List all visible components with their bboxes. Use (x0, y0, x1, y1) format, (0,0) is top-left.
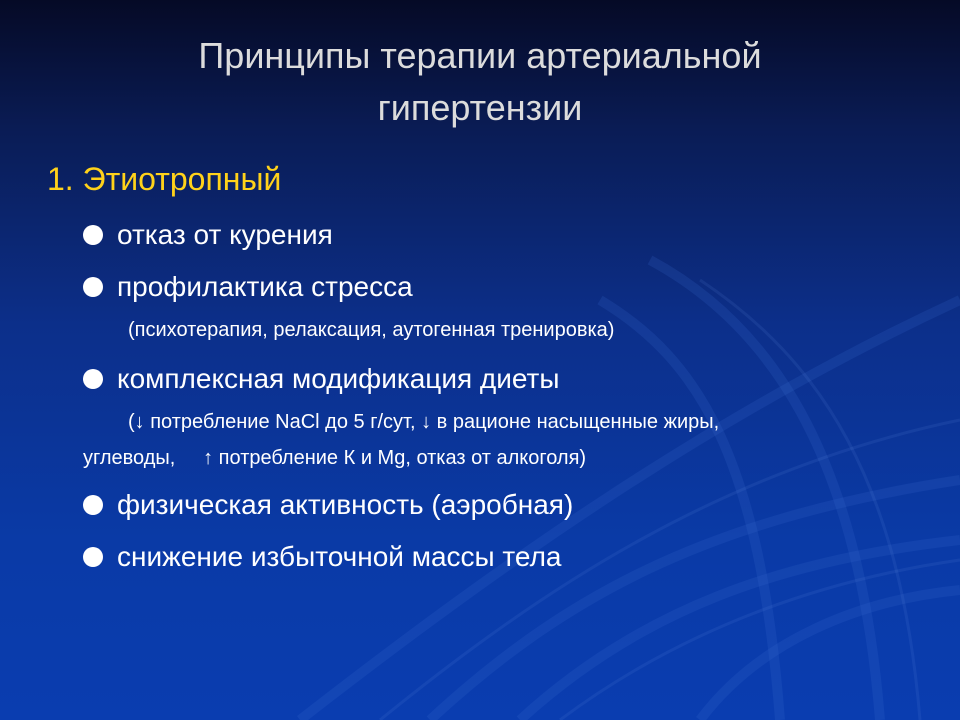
bullet-icon (83, 277, 103, 297)
list-item-note: (↓ потребление NaCl до 5 г/сут, ↓ в рационе насыщенные жиры, (128, 411, 720, 433)
bullet-icon (83, 547, 103, 567)
bullet-icon (83, 225, 103, 245)
list-item (83, 488, 573, 522)
section-heading: 1. Этиотропный (47, 161, 282, 197)
list-item (83, 218, 333, 252)
list-item-text: профилактика стресса (117, 271, 413, 302)
list-item-text: снижение избыточной массы тела (117, 541, 562, 572)
list-item-note: углеводы, ↑ потребление К и Mg, отказ от алкоголя) (83, 447, 587, 469)
slide-title-line-1: Принципы терапии артериальной (198, 35, 762, 76)
slide-title (80, 30, 880, 134)
slide-title-line-2: гипертензии (377, 87, 583, 128)
bullet-icon (83, 369, 103, 389)
list-item-text: комплексная модификация диеты (117, 363, 560, 394)
bullet-icon (83, 495, 103, 515)
list-item-note: (психотерапия, релаксация, аутогенная тренировка) (128, 319, 615, 341)
list-item-text: отказ от курения (117, 219, 333, 250)
list-item (83, 540, 562, 574)
list-item (83, 270, 413, 304)
list-item (83, 362, 560, 396)
list-item-text: физическая активность (аэробная) (117, 489, 574, 520)
